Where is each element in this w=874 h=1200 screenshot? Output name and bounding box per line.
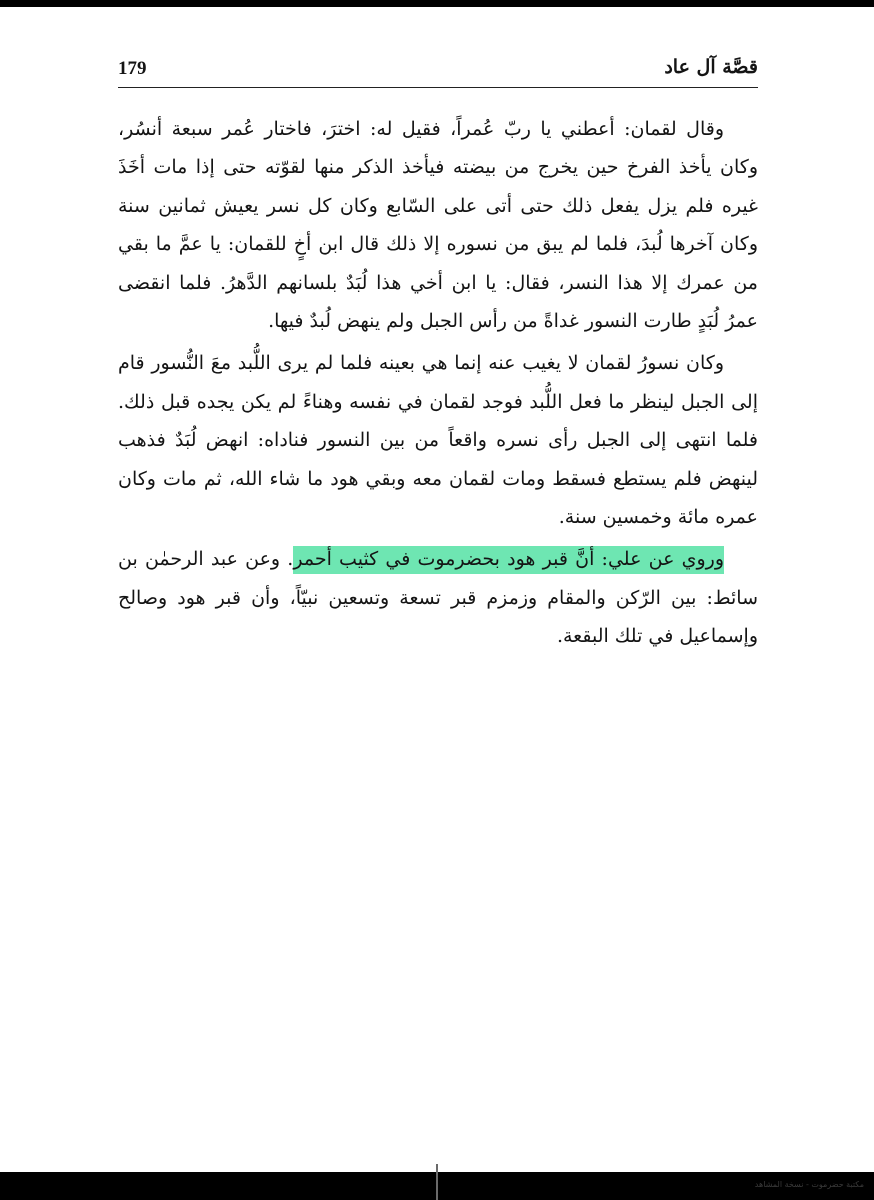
paragraph-3-rest[interactable]: . وعن عبد الرحمٰن بن سائط: بين الرّكن والمقام وزمزم قبر تسعة وتسعين نبيّاً، وأن قبر هود وصالح وإسماعيل في تلك البقعة. xyxy=(118,548,758,648)
highlighted-text[interactable]: وروي عن علي: أنَّ قبر هود بحضرموت في كثيب أحمر xyxy=(293,546,724,574)
page-divider xyxy=(436,1164,438,1200)
running-title: قصَّة آل عاد xyxy=(664,56,758,78)
header-rule xyxy=(118,87,758,88)
paragraph-2[interactable]: وكان نسورُ لقمان لا يغيب عنه إنما هي بعينه فلما لم يرى اللُّبد معَ النُّسور قام إلى الجبل لينظر ما فعل اللُّبد فوجد لقمان في نفسه وهناءً لم يكن يجده قبل ذلك. فلما انتهى إلى الجبل رأى نسره واقعاً من بين النسور فناداه: انهض لُبَدٌ فذهب لينهض فلم يستطع فسقط ومات لقمان معه وبقي هود ما شاء الله، ثم مات وكان عمره مائة وخمسين سنة. xyxy=(118,352,758,529)
page-number: 179 xyxy=(118,58,147,79)
paragraph-1[interactable]: وقال لقمان: أعطني يا ربّ عُمراً، فقيل له: اخترَ، فاختار عُمر سبعة أنسُر، وكان يأخذ الفرخ حين يخرج من بيضته فيأخذ الذكر منها لقوّته حتى إذا مات أخَذَ غيره فلم يزل يفعل ذلك حتى أتى على السّابع وكان كل نسر يعيش ثمانين سنة وكان آخرها لُبدَ، فلما لم يبق من نسوره إلا ذلك قال ابن أخٍ للقمان: يا عمَّ ما بقي من عمرك إلا هذا النسر، فقال: يا ابن أخي هذا لُبَدٌ بلسانهم الدَّهرُ. فلما انقضى عمرُ لُبَدٍ طارت النسور غداةً من رأس الجبل ولم ينهض لُبدٌ فيها. xyxy=(118,118,758,333)
top-black-bar xyxy=(0,0,874,7)
paragraph-3[interactable] xyxy=(118,540,758,655)
footer-watermark: مكتبة حضرموت - نسخة المشاهد xyxy=(754,1180,864,1189)
page-header xyxy=(118,54,758,88)
page-body xyxy=(118,110,758,660)
